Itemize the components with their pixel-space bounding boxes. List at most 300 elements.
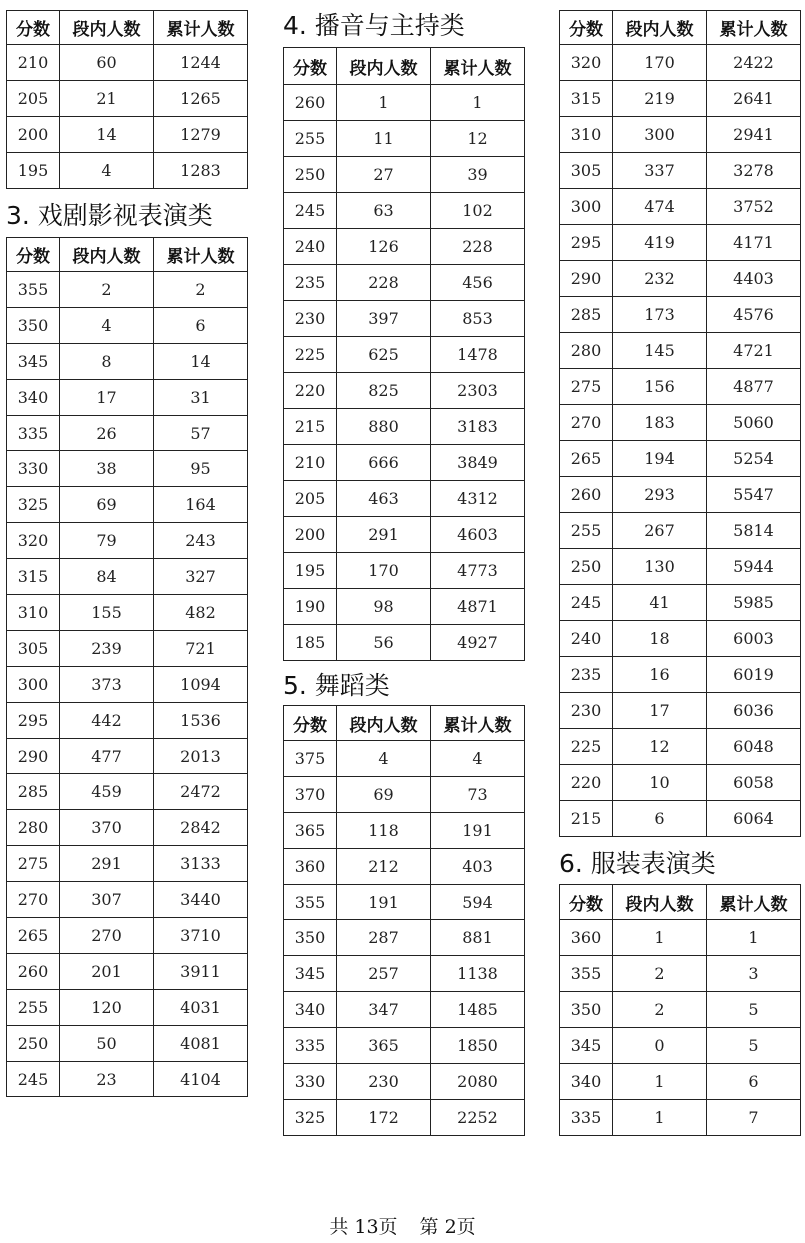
table-row xyxy=(284,589,525,625)
cell-count-in-band: 2 xyxy=(60,272,154,308)
table-row xyxy=(560,956,801,992)
cell-cumulative-count: 3183 xyxy=(431,409,525,445)
cell-score: 340 xyxy=(7,379,60,415)
cell-count-in-band: 625 xyxy=(337,337,431,373)
cell-count-in-band: 11 xyxy=(337,121,431,157)
cell-cumulative-count: 4927 xyxy=(431,625,525,661)
cell-cumulative-count: 456 xyxy=(431,265,525,301)
table-row xyxy=(284,157,525,193)
cell-score: 250 xyxy=(560,549,613,585)
table-row xyxy=(560,992,801,1028)
cell-count-in-band: 442 xyxy=(60,702,154,738)
cell-count-in-band: 463 xyxy=(337,481,431,517)
cell-score: 245 xyxy=(7,1061,60,1097)
cell-score: 200 xyxy=(284,517,337,553)
cell-score: 345 xyxy=(560,1028,613,1064)
cell-cumulative-count: 6019 xyxy=(707,657,801,693)
header-cumulative-count: 累计人数 xyxy=(707,11,801,45)
table-row xyxy=(284,776,525,812)
table-row xyxy=(560,1028,801,1064)
cell-cumulative-count: 4031 xyxy=(154,989,248,1025)
cell-score: 210 xyxy=(7,45,60,81)
table-header-row xyxy=(284,48,525,85)
cell-cumulative-count: 12 xyxy=(431,121,525,157)
cell-score: 285 xyxy=(560,297,613,333)
cell-count-in-band: 84 xyxy=(60,559,154,595)
cell-cumulative-count: 721 xyxy=(154,630,248,666)
title-broadcast-hosting: 4. 播音与主持类 xyxy=(283,11,465,40)
cell-count-in-band: 291 xyxy=(60,846,154,882)
cell-score: 310 xyxy=(7,595,60,631)
table-row xyxy=(7,343,248,379)
table-row xyxy=(7,953,248,989)
cell-score: 225 xyxy=(560,729,613,765)
table-row xyxy=(7,559,248,595)
table-row xyxy=(560,117,801,153)
cell-count-in-band: 145 xyxy=(613,333,707,369)
cell-score: 350 xyxy=(284,920,337,956)
cell-cumulative-count: 5547 xyxy=(707,477,801,513)
table-row xyxy=(560,657,801,693)
table-row xyxy=(7,630,248,666)
table-row xyxy=(560,225,801,261)
cell-score: 205 xyxy=(7,81,60,117)
cell-cumulative-count: 31 xyxy=(154,379,248,415)
cell-score: 330 xyxy=(7,451,60,487)
table-row xyxy=(284,956,525,992)
cell-score: 360 xyxy=(284,848,337,884)
cell-cumulative-count: 73 xyxy=(431,776,525,812)
cell-cumulative-count: 1536 xyxy=(154,702,248,738)
table-row xyxy=(284,625,525,661)
footer-total-pages: 共 13页 xyxy=(329,1216,398,1238)
table-row xyxy=(560,153,801,189)
table-header-row xyxy=(560,885,801,920)
table-costume-performance xyxy=(559,884,801,1136)
cell-score: 250 xyxy=(7,1025,60,1061)
table-row xyxy=(284,848,525,884)
header-score: 分数 xyxy=(284,48,337,85)
cell-score: 270 xyxy=(560,405,613,441)
cell-count-in-band: 156 xyxy=(613,369,707,405)
cell-score: 230 xyxy=(284,301,337,337)
cell-score: 280 xyxy=(560,333,613,369)
header-count-in-band: 段内人数 xyxy=(613,11,707,45)
cell-count-in-band: 666 xyxy=(337,445,431,481)
table-row xyxy=(284,1064,525,1100)
cell-cumulative-count: 6 xyxy=(707,1064,801,1100)
cell-count-in-band: 130 xyxy=(613,549,707,585)
cell-cumulative-count: 2472 xyxy=(154,774,248,810)
table-row xyxy=(560,441,801,477)
table-header-row xyxy=(284,706,525,741)
cell-score: 215 xyxy=(560,801,613,837)
cell-count-in-band: 1 xyxy=(613,1064,707,1100)
cell-score: 265 xyxy=(560,441,613,477)
table-dance-continued xyxy=(559,10,801,837)
table-row xyxy=(560,801,801,837)
cell-cumulative-count: 1138 xyxy=(431,956,525,992)
header-cumulative-count: 累计人数 xyxy=(431,706,525,741)
cell-score: 330 xyxy=(284,1064,337,1100)
cell-cumulative-count: 4773 xyxy=(431,553,525,589)
cell-score: 370 xyxy=(284,776,337,812)
cell-count-in-band: 2 xyxy=(613,956,707,992)
cell-score: 265 xyxy=(7,918,60,954)
table-row xyxy=(560,549,801,585)
cell-cumulative-count: 327 xyxy=(154,559,248,595)
cell-cumulative-count: 3710 xyxy=(154,918,248,954)
cell-score: 215 xyxy=(284,409,337,445)
table-row xyxy=(7,117,248,153)
cell-count-in-band: 155 xyxy=(60,595,154,631)
cell-count-in-band: 118 xyxy=(337,812,431,848)
cell-score: 360 xyxy=(560,920,613,956)
cell-count-in-band: 170 xyxy=(613,45,707,81)
cell-score: 305 xyxy=(560,153,613,189)
cell-cumulative-count: 5 xyxy=(707,992,801,1028)
table-row xyxy=(284,409,525,445)
table-row xyxy=(284,373,525,409)
cell-score: 220 xyxy=(560,765,613,801)
cell-score: 240 xyxy=(284,229,337,265)
table-row xyxy=(7,595,248,631)
table-drama-film-performance xyxy=(6,237,248,1097)
cell-count-in-band: 1 xyxy=(613,1100,707,1136)
cell-cumulative-count: 594 xyxy=(431,884,525,920)
cell-cumulative-count: 482 xyxy=(154,595,248,631)
cell-count-in-band: 14 xyxy=(60,117,154,153)
cell-cumulative-count: 1244 xyxy=(154,45,248,81)
cell-count-in-band: 183 xyxy=(613,405,707,441)
cell-cumulative-count: 403 xyxy=(431,848,525,884)
header-score: 分数 xyxy=(560,885,613,920)
cell-cumulative-count: 2013 xyxy=(154,738,248,774)
table-row xyxy=(284,517,525,553)
cell-cumulative-count: 4 xyxy=(431,741,525,777)
title-drama-film-performance: 3. 戏剧影视表演类 xyxy=(6,201,213,230)
table-row xyxy=(7,989,248,1025)
cell-score: 245 xyxy=(560,585,613,621)
cell-count-in-band: 172 xyxy=(337,1099,431,1135)
cell-score: 335 xyxy=(560,1100,613,1136)
table-row xyxy=(7,487,248,523)
cell-score: 375 xyxy=(284,741,337,777)
cell-count-in-band: 459 xyxy=(60,774,154,810)
header-score: 分数 xyxy=(7,11,60,45)
table-header-row xyxy=(560,11,801,45)
cell-score: 300 xyxy=(7,666,60,702)
cell-cumulative-count: 5254 xyxy=(707,441,801,477)
table-row xyxy=(284,85,525,121)
table-row xyxy=(284,920,525,956)
cell-cumulative-count: 6 xyxy=(154,307,248,343)
cell-score: 210 xyxy=(284,445,337,481)
cell-count-in-band: 26 xyxy=(60,415,154,451)
cell-count-in-band: 825 xyxy=(337,373,431,409)
cell-cumulative-count: 102 xyxy=(431,193,525,229)
cell-cumulative-count: 5944 xyxy=(707,549,801,585)
cell-cumulative-count: 4403 xyxy=(707,261,801,297)
cell-score: 355 xyxy=(560,956,613,992)
footer-current-page: 第 2页 xyxy=(419,1216,476,1238)
cell-count-in-band: 1 xyxy=(613,920,707,956)
table-header-row xyxy=(7,238,248,272)
cell-cumulative-count: 164 xyxy=(154,487,248,523)
cell-cumulative-count: 1279 xyxy=(154,117,248,153)
cell-score: 195 xyxy=(7,153,60,189)
cell-cumulative-count: 191 xyxy=(431,812,525,848)
cell-count-in-band: 270 xyxy=(60,918,154,954)
cell-count-in-band: 12 xyxy=(613,729,707,765)
header-count-in-band: 段内人数 xyxy=(337,48,431,85)
table-row xyxy=(7,774,248,810)
table-row xyxy=(284,1099,525,1135)
cell-score: 325 xyxy=(7,487,60,523)
header-score: 分数 xyxy=(7,238,60,272)
cell-count-in-band: 21 xyxy=(60,81,154,117)
cell-score: 335 xyxy=(284,1028,337,1064)
cell-count-in-band: 474 xyxy=(613,189,707,225)
header-score: 分数 xyxy=(560,11,613,45)
cell-cumulative-count: 2 xyxy=(154,272,248,308)
cell-score: 290 xyxy=(560,261,613,297)
table-row xyxy=(284,301,525,337)
table-row xyxy=(284,193,525,229)
cell-cumulative-count: 1485 xyxy=(431,992,525,1028)
cell-cumulative-count: 4603 xyxy=(431,517,525,553)
cell-cumulative-count: 1094 xyxy=(154,666,248,702)
cell-score: 345 xyxy=(7,343,60,379)
table-row xyxy=(284,741,525,777)
cell-score: 260 xyxy=(560,477,613,513)
table-row xyxy=(284,121,525,157)
cell-count-in-band: 397 xyxy=(337,301,431,337)
cell-score: 260 xyxy=(7,953,60,989)
cell-cumulative-count: 6048 xyxy=(707,729,801,765)
cell-score: 320 xyxy=(560,45,613,81)
table-row xyxy=(7,81,248,117)
cell-cumulative-count: 5985 xyxy=(707,585,801,621)
cell-cumulative-count: 39 xyxy=(431,157,525,193)
cell-count-in-band: 347 xyxy=(337,992,431,1028)
cell-score: 245 xyxy=(284,193,337,229)
table-row xyxy=(560,1064,801,1100)
cell-count-in-band: 17 xyxy=(613,693,707,729)
cell-count-in-band: 60 xyxy=(60,45,154,81)
cell-count-in-band: 293 xyxy=(613,477,707,513)
cell-score: 350 xyxy=(560,992,613,1028)
table-row xyxy=(284,229,525,265)
cell-score: 300 xyxy=(560,189,613,225)
cell-count-in-band: 170 xyxy=(337,553,431,589)
cell-count-in-band: 201 xyxy=(60,953,154,989)
cell-cumulative-count: 228 xyxy=(431,229,525,265)
cell-cumulative-count: 881 xyxy=(431,920,525,956)
table-row xyxy=(560,1100,801,1136)
cell-count-in-band: 1 xyxy=(337,85,431,121)
table-row xyxy=(560,621,801,657)
cell-count-in-band: 126 xyxy=(337,229,431,265)
table-row xyxy=(7,666,248,702)
cell-count-in-band: 880 xyxy=(337,409,431,445)
cell-cumulative-count: 4171 xyxy=(707,225,801,261)
cell-count-in-band: 4 xyxy=(60,153,154,189)
cell-cumulative-count: 3278 xyxy=(707,153,801,189)
cell-cumulative-count: 1283 xyxy=(154,153,248,189)
header-cumulative-count: 累计人数 xyxy=(154,11,248,45)
header-count-in-band: 段内人数 xyxy=(60,11,154,45)
page-footer xyxy=(0,1212,805,1239)
table-row xyxy=(7,702,248,738)
table-row xyxy=(284,553,525,589)
table-row xyxy=(7,810,248,846)
cell-count-in-band: 4 xyxy=(337,741,431,777)
cell-score: 185 xyxy=(284,625,337,661)
cell-cumulative-count: 243 xyxy=(154,523,248,559)
cell-score: 205 xyxy=(284,481,337,517)
cell-score: 310 xyxy=(560,117,613,153)
cell-score: 365 xyxy=(284,812,337,848)
cell-count-in-band: 228 xyxy=(337,265,431,301)
header-score: 分数 xyxy=(284,706,337,741)
cell-count-in-band: 173 xyxy=(613,297,707,333)
cell-count-in-band: 300 xyxy=(613,117,707,153)
cell-count-in-band: 419 xyxy=(613,225,707,261)
header-count-in-band: 段内人数 xyxy=(60,238,154,272)
cell-cumulative-count: 3 xyxy=(707,956,801,992)
cell-count-in-band: 98 xyxy=(337,589,431,625)
cell-cumulative-count: 14 xyxy=(154,343,248,379)
cell-count-in-band: 194 xyxy=(613,441,707,477)
cell-cumulative-count: 57 xyxy=(154,415,248,451)
table-row xyxy=(284,992,525,1028)
cell-count-in-band: 373 xyxy=(60,666,154,702)
cell-count-in-band: 4 xyxy=(60,307,154,343)
cell-cumulative-count: 4871 xyxy=(431,589,525,625)
table-row xyxy=(7,415,248,451)
table-row xyxy=(560,585,801,621)
cell-count-in-band: 10 xyxy=(613,765,707,801)
cell-score: 320 xyxy=(7,523,60,559)
cell-cumulative-count: 3440 xyxy=(154,882,248,918)
cell-score: 260 xyxy=(284,85,337,121)
cell-count-in-band: 6 xyxy=(613,801,707,837)
cell-score: 255 xyxy=(560,513,613,549)
cell-cumulative-count: 853 xyxy=(431,301,525,337)
cell-score: 345 xyxy=(284,956,337,992)
table-row xyxy=(560,333,801,369)
cell-score: 305 xyxy=(7,630,60,666)
cell-count-in-band: 79 xyxy=(60,523,154,559)
cell-cumulative-count: 1850 xyxy=(431,1028,525,1064)
cell-cumulative-count: 6064 xyxy=(707,801,801,837)
cell-count-in-band: 38 xyxy=(60,451,154,487)
table-row xyxy=(7,153,248,189)
cell-count-in-band: 56 xyxy=(337,625,431,661)
table-row xyxy=(7,1025,248,1061)
cell-count-in-band: 230 xyxy=(337,1064,431,1100)
cell-cumulative-count: 6036 xyxy=(707,693,801,729)
cell-score: 190 xyxy=(284,589,337,625)
cell-count-in-band: 27 xyxy=(337,157,431,193)
cell-count-in-band: 17 xyxy=(60,379,154,415)
cell-cumulative-count: 95 xyxy=(154,451,248,487)
table-row xyxy=(560,405,801,441)
cell-cumulative-count: 3849 xyxy=(431,445,525,481)
cell-cumulative-count: 4081 xyxy=(154,1025,248,1061)
cell-count-in-band: 337 xyxy=(613,153,707,189)
cell-count-in-band: 50 xyxy=(60,1025,154,1061)
cell-count-in-band: 307 xyxy=(60,882,154,918)
cell-count-in-band: 41 xyxy=(613,585,707,621)
cell-cumulative-count: 4104 xyxy=(154,1061,248,1097)
table-dance xyxy=(283,705,525,1136)
cell-score: 350 xyxy=(7,307,60,343)
cell-score: 315 xyxy=(560,81,613,117)
cell-cumulative-count: 3752 xyxy=(707,189,801,225)
cell-cumulative-count: 3133 xyxy=(154,846,248,882)
cell-score: 200 xyxy=(7,117,60,153)
cell-score: 325 xyxy=(284,1099,337,1135)
table-row xyxy=(284,265,525,301)
table-row xyxy=(284,884,525,920)
cell-count-in-band: 291 xyxy=(337,517,431,553)
cell-cumulative-count: 6003 xyxy=(707,621,801,657)
header-cumulative-count: 累计人数 xyxy=(154,238,248,272)
cell-score: 250 xyxy=(284,157,337,193)
table-row xyxy=(284,445,525,481)
cell-score: 230 xyxy=(560,693,613,729)
table-row xyxy=(560,45,801,81)
cell-count-in-band: 365 xyxy=(337,1028,431,1064)
cell-cumulative-count: 6058 xyxy=(707,765,801,801)
table-row xyxy=(284,812,525,848)
cell-score: 340 xyxy=(284,992,337,1028)
cell-cumulative-count: 4721 xyxy=(707,333,801,369)
cell-cumulative-count: 5 xyxy=(707,1028,801,1064)
cell-cumulative-count: 1 xyxy=(707,920,801,956)
cell-score: 335 xyxy=(7,415,60,451)
cell-count-in-band: 191 xyxy=(337,884,431,920)
cell-count-in-band: 287 xyxy=(337,920,431,956)
cell-cumulative-count: 1265 xyxy=(154,81,248,117)
cell-count-in-band: 63 xyxy=(337,193,431,229)
cell-score: 255 xyxy=(7,989,60,1025)
cell-cumulative-count: 1 xyxy=(431,85,525,121)
cell-count-in-band: 120 xyxy=(60,989,154,1025)
header-count-in-band: 段内人数 xyxy=(337,706,431,741)
table-row xyxy=(560,513,801,549)
cell-count-in-band: 0 xyxy=(613,1028,707,1064)
cell-count-in-band: 477 xyxy=(60,738,154,774)
cell-cumulative-count: 3911 xyxy=(154,953,248,989)
cell-count-in-band: 16 xyxy=(613,657,707,693)
cell-cumulative-count: 1478 xyxy=(431,337,525,373)
cell-score: 295 xyxy=(560,225,613,261)
table-row xyxy=(560,477,801,513)
cell-count-in-band: 18 xyxy=(613,621,707,657)
cell-count-in-band: 8 xyxy=(60,343,154,379)
table-row xyxy=(7,1061,248,1097)
table-row xyxy=(560,81,801,117)
title-dance: 5. 舞蹈类 xyxy=(283,671,390,700)
header-cumulative-count: 累计人数 xyxy=(431,48,525,85)
cell-count-in-band: 212 xyxy=(337,848,431,884)
cell-score: 270 xyxy=(7,882,60,918)
table-row xyxy=(7,846,248,882)
header-cumulative-count: 累计人数 xyxy=(707,885,801,920)
